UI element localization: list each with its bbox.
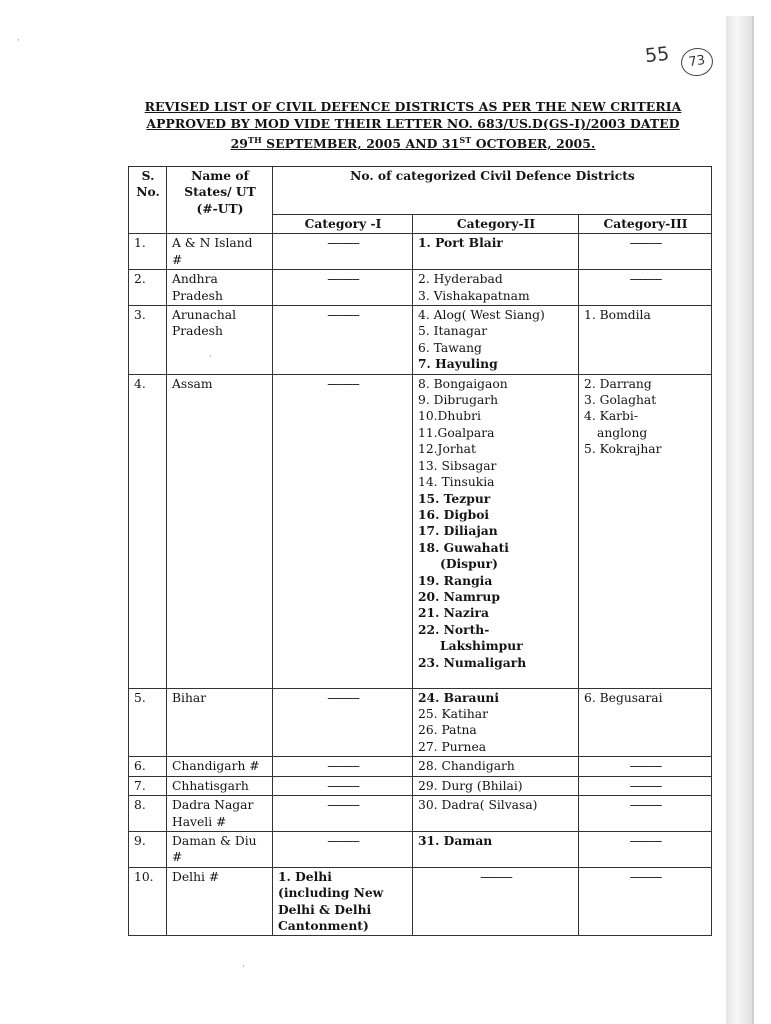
cell-category-1 xyxy=(273,831,413,867)
cell-category-1 xyxy=(273,688,413,757)
cell-text: (Dispur) xyxy=(440,556,498,572)
cell-sno xyxy=(129,374,167,688)
cell-text: 1. xyxy=(134,236,146,251)
cell-text: 2. Hyderabad xyxy=(418,272,503,287)
cell-category-1 xyxy=(273,270,413,306)
cell-text: 3. xyxy=(134,308,146,323)
cell-text: 9. xyxy=(134,833,146,848)
cell-text: 1. Port Blair xyxy=(418,235,503,251)
cell-state-name xyxy=(167,688,273,757)
cell-category-3 xyxy=(579,776,712,795)
cell-text: 8. Bongaigaon xyxy=(418,376,508,391)
title-sup-1: TH xyxy=(248,135,262,145)
cell-sno xyxy=(129,867,167,936)
cell-text: # xyxy=(172,850,183,865)
cell-category-2 xyxy=(413,688,579,757)
cell-text: 6. Begusarai xyxy=(584,690,663,705)
cell-state-name xyxy=(167,374,273,688)
cell-category-2 xyxy=(413,270,579,306)
cell-category-3 xyxy=(579,234,712,270)
cell-text: 26. Patna xyxy=(418,723,477,738)
handwritten-page-number: 55 xyxy=(643,42,671,68)
cell-text: 5. Itanagar xyxy=(418,324,488,339)
cell-text: 30. Dadra( Silvasa) xyxy=(418,798,538,813)
cell-text: 24. Barauni xyxy=(418,689,500,705)
header-sno-line: S. xyxy=(141,168,155,183)
cell-text: 3. Golaghat xyxy=(584,393,657,408)
cell-text: 11.Goalpara xyxy=(418,425,495,440)
cell-text: 2. xyxy=(134,272,146,287)
cell-text: 1. Bomdila xyxy=(584,308,651,323)
document-title xyxy=(128,98,698,152)
header-name-line: Name of xyxy=(191,168,249,183)
cell-category-2 xyxy=(413,306,579,375)
cell-text: 28. Chandigarh xyxy=(418,759,515,774)
cell-text: 12.Jorhat xyxy=(418,442,476,457)
cell-state-name xyxy=(167,831,273,867)
cell-text: Pradesh xyxy=(172,324,223,339)
cell-category-1 xyxy=(273,776,413,795)
cell-state-name xyxy=(167,867,273,936)
cell-text: 4. Alog( West Siang) xyxy=(418,308,545,323)
cell-text: ---------- xyxy=(327,833,359,848)
cell-text: ---------- xyxy=(629,833,662,848)
cell-category-2 xyxy=(413,776,579,795)
cell-text: Delhi # xyxy=(172,869,220,884)
table-row xyxy=(129,831,712,867)
table-row xyxy=(129,867,712,936)
scan-speck: · xyxy=(17,36,20,46)
cell-text: ---------- xyxy=(327,376,359,391)
header-category-3: Category-III xyxy=(579,215,712,234)
cell-state-name xyxy=(167,234,273,270)
table-row xyxy=(129,796,712,832)
table-body xyxy=(129,234,712,936)
cell-text: 4. xyxy=(134,376,146,391)
cell-text: 13. Sibsagar xyxy=(418,458,497,473)
cell-text: Andhra xyxy=(172,272,218,287)
cell-category-3 xyxy=(579,757,712,776)
cell-text: (including New xyxy=(278,885,384,901)
cell-text: Haveli # xyxy=(172,814,227,829)
title-line-1: REVISED LIST OF CIVIL DEFENCE DISTRICTS AS PER THE NEW CRITERIA xyxy=(144,99,682,114)
cell-category-3 xyxy=(579,374,712,688)
header-state-name xyxy=(167,167,273,234)
cell-text: 7. Hayuling xyxy=(418,356,498,372)
cell-text: 8. xyxy=(134,798,146,813)
table-row xyxy=(129,776,712,795)
cell-text: Arunachal xyxy=(172,308,237,323)
cell-text: Delhi & Delhi xyxy=(278,901,372,917)
cell-category-3 xyxy=(579,831,712,867)
cell-text: 29. Durg (Bhilai) xyxy=(418,778,523,793)
table-row xyxy=(129,270,712,306)
cell-text: 25. Katihar xyxy=(418,707,488,722)
cell-text: 2. Darrang xyxy=(584,376,652,391)
circled-page-number: 73 xyxy=(679,46,715,78)
cell-category-1 xyxy=(273,234,413,270)
cell-text: 3. Vishakapatnam xyxy=(418,288,530,303)
cell-text: Dadra Nagar xyxy=(172,798,254,813)
cell-text: 4. Karbi- xyxy=(584,409,638,424)
cell-sno xyxy=(129,776,167,795)
cell-text: ---------- xyxy=(629,272,662,287)
cell-text: 15. Tezpur xyxy=(418,490,491,506)
cell-state-name xyxy=(167,796,273,832)
cell-text: ---------- xyxy=(327,759,359,774)
cell-text: A & N Island xyxy=(172,236,253,251)
title-date-1: 29 xyxy=(230,136,249,152)
cell-text: anglong xyxy=(597,425,648,440)
civil-defence-districts-table xyxy=(128,166,712,936)
cell-text: 9. Dibrugarh xyxy=(418,393,499,408)
cell-text: Lakshimpur xyxy=(440,638,523,654)
cell-text: 22. North- xyxy=(418,621,490,637)
cell-text: Assam xyxy=(172,376,213,391)
cell-text: Daman & Diu xyxy=(172,833,257,848)
cell-text: 21. Nazira xyxy=(418,605,489,621)
cell-text: ---------- xyxy=(629,778,662,793)
cell-text: ---------- xyxy=(629,759,662,774)
table-row xyxy=(129,234,712,270)
cell-text: ---------- xyxy=(327,778,359,793)
title-line-3 xyxy=(128,132,698,152)
cell-sno xyxy=(129,757,167,776)
cell-category-3 xyxy=(579,796,712,832)
header-name-line: (#-UT) xyxy=(196,200,244,216)
cell-sno xyxy=(129,831,167,867)
cell-category-1 xyxy=(273,867,413,936)
cell-text: ---------- xyxy=(629,798,662,813)
cell-state-name xyxy=(167,270,273,306)
cell-sno xyxy=(129,234,167,270)
table-header xyxy=(129,167,712,234)
title-date-2: SEPTEMBER, 2005 AND 31 xyxy=(261,136,460,152)
cell-category-2 xyxy=(413,831,579,867)
cell-state-name xyxy=(167,306,273,375)
cell-category-2 xyxy=(413,757,579,776)
cell-sno xyxy=(129,306,167,375)
cell-sno xyxy=(129,688,167,757)
cell-text: Cantonment) xyxy=(278,917,369,933)
cell-category-2 xyxy=(413,867,579,936)
cell-text: 27. Purnea xyxy=(418,739,487,754)
cell-category-1 xyxy=(273,306,413,375)
cell-text: 6. Tawang xyxy=(418,340,482,355)
table-row xyxy=(129,306,712,375)
cell-text: 16. Digboi xyxy=(418,506,490,522)
cell-text: # xyxy=(172,252,183,267)
cell-category-3 xyxy=(579,306,712,375)
page-edge-shadow xyxy=(726,16,754,1024)
cell-category-2 xyxy=(413,796,579,832)
cell-category-2 xyxy=(413,374,579,688)
cell-text: Chandigarh # xyxy=(172,759,260,774)
cell-text: 17. Diliajan xyxy=(418,523,498,539)
cell-text: Pradesh xyxy=(172,288,223,303)
cell-category-3 xyxy=(579,270,712,306)
header-category-2: Category-II xyxy=(413,215,579,234)
table-row xyxy=(129,688,712,757)
cell-text: 23. Numaligarh xyxy=(418,654,527,670)
title-sup-2: ST xyxy=(459,135,472,145)
header-categorized-districts: No. of categorized Civil Defence Districts xyxy=(273,167,712,215)
cell-sno xyxy=(129,270,167,306)
header-sno xyxy=(129,167,167,234)
cell-text: 20. Namrup xyxy=(418,588,500,604)
title-date-3: OCTOBER, 2005. xyxy=(471,136,596,152)
cell-text: 18. Guwahati xyxy=(418,539,509,555)
cell-text: 6. xyxy=(134,759,146,774)
title-line-2: APPROVED BY MOD VIDE THEIR LETTER NO. 683/US.D(GS-I)/2003 DATED xyxy=(146,116,680,131)
cell-text: 10.Dhubri xyxy=(418,409,481,424)
cell-text: 5. xyxy=(134,690,146,705)
cell-text: ---------- xyxy=(327,308,359,323)
cell-state-name xyxy=(167,757,273,776)
cell-text: ---------- xyxy=(327,236,359,251)
table-row xyxy=(129,374,712,688)
cell-category-2 xyxy=(413,234,579,270)
cell-text: 1. Delhi xyxy=(278,868,332,884)
cell-text: Chhatisgarh xyxy=(172,778,249,793)
table-row xyxy=(129,757,712,776)
page-edge-line xyxy=(752,16,754,1024)
cell-text: 14. Tinsukia xyxy=(418,475,495,490)
cell-text: ---------- xyxy=(629,236,662,251)
cell-text: ---------- xyxy=(327,272,359,287)
cell-text: 10. xyxy=(134,869,154,884)
cell-text: ---------- xyxy=(480,869,512,884)
cell-text: 19. Rangia xyxy=(418,572,493,588)
cell-text: 5. Kokrajhar xyxy=(584,442,662,457)
scan-speck: · xyxy=(209,352,212,362)
header-name-line: States/ UT xyxy=(184,184,256,200)
cell-category-1 xyxy=(273,374,413,688)
cell-text: ---------- xyxy=(327,798,359,813)
cell-text: 7. xyxy=(134,778,146,793)
cell-text: ---------- xyxy=(629,869,662,884)
cell-text: Bihar xyxy=(172,690,207,705)
header-sno-line: No. xyxy=(136,184,160,200)
cell-text: ---------- xyxy=(327,690,359,705)
cell-category-1 xyxy=(273,757,413,776)
cell-state-name xyxy=(167,776,273,795)
cell-category-3 xyxy=(579,867,712,936)
scan-speck: · xyxy=(242,962,245,972)
cell-category-1 xyxy=(273,796,413,832)
header-category-1: Category -I xyxy=(273,215,413,234)
cell-text: 31. Daman xyxy=(418,832,493,848)
cell-category-3 xyxy=(579,688,712,757)
cell-sno xyxy=(129,796,167,832)
